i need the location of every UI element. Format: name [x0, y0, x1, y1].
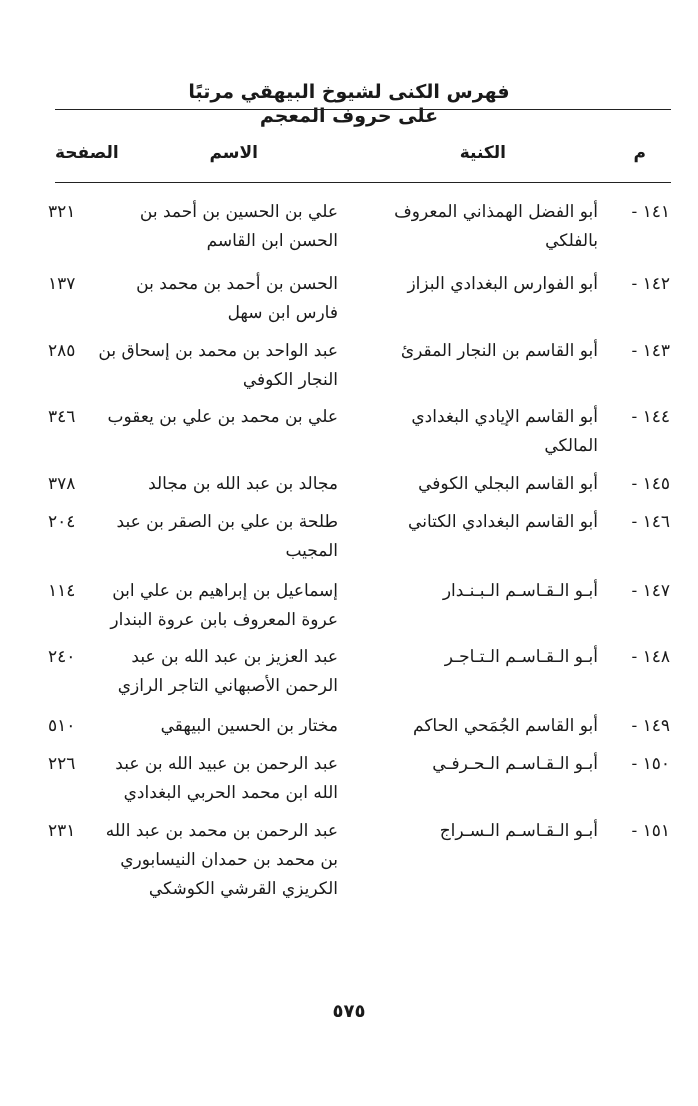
- table-row: [48, 643, 670, 701]
- table-row: [48, 508, 670, 566]
- entry-page: ٥١٠: [48, 716, 76, 736]
- entry-kunya: أبو القاسم الإيادي البغدادي المالكي: [411, 407, 598, 456]
- entry-page: ٣٧٨: [48, 474, 76, 494]
- table-row: [48, 817, 670, 904]
- entry-kunya: أبو القاسم الجُمَحي الحاكم: [413, 716, 598, 736]
- entry-kunya: أبو الفوارس البغدادي البزاز: [407, 274, 598, 294]
- entry-page: ١١٤: [48, 581, 76, 601]
- column-header-kunya: الكنية: [459, 143, 506, 163]
- entry-number: ١٥٠ -: [631, 754, 670, 774]
- entry-name: طلحة بن علي بن الصقر بن عبد المجيب: [116, 512, 338, 561]
- entry-number: ١٤٧ -: [631, 581, 670, 601]
- entry-number: ١٤٩ -: [631, 716, 670, 736]
- entry-number: ١٥١ -: [631, 821, 670, 841]
- entry-name: مختار بن الحسين البيهقي: [160, 716, 338, 736]
- entry-page: ٣٢١: [48, 202, 76, 222]
- entry-page: ٢٠٤: [48, 512, 76, 532]
- entry-kunya: أبو القاسم بن النجار المقرئ: [400, 341, 598, 361]
- entry-kunya: أبـو الـقـاسـم الـحـرفـي: [432, 754, 598, 774]
- column-header-number: م: [633, 143, 646, 163]
- entry-page: ٢٨٥: [48, 341, 76, 361]
- entry-name: عبد الرحمن بن محمد بن عبد الله بن محمد بن حمدان النيسابوري الكريزي القرشي الكوشكي: [105, 821, 338, 899]
- entry-name: علي بن الحسين بن أحمد بن الحسن ابن القاسم: [139, 202, 338, 251]
- entry-kunya: أبـو الـقـاسـم الـبـنـدار: [442, 581, 598, 601]
- index-entries: [48, 198, 670, 904]
- column-header-name: الاسم: [209, 143, 258, 163]
- entry-number: ١٤٥ -: [631, 474, 670, 494]
- entry-number: ١٤١ -: [631, 202, 670, 222]
- column-header-rule: [55, 182, 671, 183]
- running-title: فهرس الكنى لشيوخ البيهقي مرتبًا على حروف المعجم: [188, 81, 510, 127]
- entry-page: ٣٤٦: [48, 407, 76, 427]
- entry-name: مجالد بن عبد الله بن مجالد: [148, 474, 338, 494]
- entry-kunya: أبـو الـقـاسـم الـسـراج: [439, 821, 598, 841]
- entry-kunya: أبو الفضل الهمذاني المعروف بالفلكي: [394, 202, 598, 251]
- entry-name: علي بن محمد بن علي بن يعقوب: [107, 407, 338, 427]
- table-row: [48, 712, 670, 741]
- entry-name: عبد العزيز بن عبد الله بن عبد الرحمن الأصبهاني التاجر الرازي: [117, 647, 338, 696]
- entry-number: ١٤٤ -: [631, 407, 670, 427]
- entry-number: ١٤٦ -: [631, 512, 670, 532]
- table-row: [48, 337, 670, 395]
- entry-page: ١٣٧: [48, 274, 76, 294]
- column-header-page: الصفحة: [55, 143, 119, 163]
- entry-name: عبد الرحمن بن عبيد الله بن عبد الله ابن محمد الحربي البغدادي: [115, 754, 338, 803]
- entry-kunya: أبو القاسم البجلي الكوفي: [418, 474, 598, 494]
- entry-number: ١٤٣ -: [631, 341, 670, 361]
- entry-name: الحسن بن أحمد بن محمد بن فارس ابن سهل: [136, 274, 338, 323]
- header-rule: [55, 109, 671, 110]
- table-row: [48, 577, 670, 635]
- entry-kunya: أبـو الـقـاسـم الـتـاجـر: [444, 647, 598, 667]
- entry-number: ١٤٢ -: [631, 274, 670, 294]
- page-number: ٥٧٥: [332, 1001, 366, 1022]
- entry-number: ١٤٨ -: [631, 647, 670, 667]
- entry-name: عبد الواحد بن محمد بن إسحاق بن النجار الكوفي: [98, 341, 338, 390]
- table-row: [48, 270, 670, 328]
- entry-page: ٢٣١: [48, 821, 76, 841]
- entry-page: ٢٤٠: [48, 647, 76, 667]
- entry-kunya: أبو القاسم البغدادي الكتاني: [408, 512, 598, 532]
- entry-name: إسماعيل بن إبراهيم بن علي ابن عروة المعروف بابن عروة البندار: [110, 581, 338, 630]
- entry-page: ٢٢٦: [48, 754, 76, 774]
- table-row: [48, 470, 670, 499]
- table-row: [48, 198, 670, 256]
- table-row: [48, 403, 670, 461]
- table-row: [48, 750, 670, 808]
